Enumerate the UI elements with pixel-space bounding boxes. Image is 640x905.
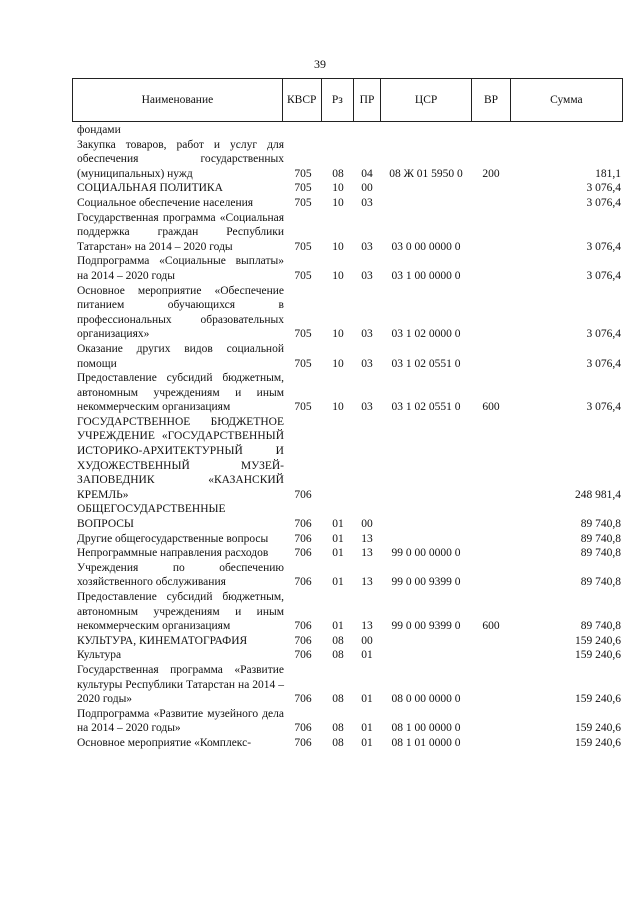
table-header (72, 78, 623, 122)
page-number: 39 (314, 57, 326, 71)
cell-csr: 03 1 02 0551 0 (391, 357, 461, 370)
cell-kvsr: 705 (294, 196, 312, 209)
cell-kvsr: 706 (294, 518, 312, 531)
cell-kvsr: 706 (294, 693, 312, 706)
cell-pr: 13 (361, 576, 373, 589)
cell-kvsr: 705 (294, 401, 312, 414)
cell-sum: 89 740,8 (580, 532, 621, 545)
cell-name: Подпрограмма «Социальные выплаты» на 2014 – 2020 годы (77, 255, 284, 282)
cell-sum: 89 740,8 (580, 518, 621, 531)
cell-pr: 01 (361, 736, 373, 749)
cell-pr: 00 (361, 182, 373, 195)
cell-name: Основное мероприятие «Обеспечение питанием обучающихся в профессиональных образовательных организациях» (77, 284, 284, 341)
cell-pr: 01 (361, 693, 373, 706)
header-rz: Рз (321, 79, 354, 122)
cell-sum: 3 076,4 (586, 357, 621, 370)
cell-kvsr: 706 (294, 488, 312, 501)
cell-kvsr: 706 (294, 634, 312, 647)
table-row (72, 138, 623, 182)
cell-rz: 01 (332, 620, 344, 633)
cell-name: ОБЩЕГОСУДАРСТВЕННЫЕ ВОПРОСЫ (77, 503, 226, 531)
table-row (72, 371, 623, 415)
cell-sum: 3 076,4 (586, 196, 621, 209)
cell-sum: 159 240,6 (575, 634, 621, 647)
table-row (72, 502, 623, 531)
cell-pr: 03 (361, 328, 373, 341)
cell-pr: 03 (361, 196, 373, 209)
cell-name: Социальное обеспечение населения (77, 196, 254, 209)
cell-pr: 01 (361, 649, 373, 662)
cell-rz: 01 (332, 532, 344, 545)
cell-kvsr: 706 (294, 576, 312, 589)
cell-kvsr: 705 (294, 167, 312, 180)
cell-csr: 99 0 00 9399 0 (391, 576, 461, 589)
cell-name: СОЦИАЛЬНАЯ ПОЛИТИКА (77, 182, 223, 195)
table-row (72, 415, 623, 503)
cell-sum: 89 740,8 (580, 576, 621, 589)
cell-rz: 10 (332, 196, 344, 209)
table-row (72, 736, 623, 751)
cell-pr: 03 (361, 357, 373, 370)
cell-pr: 13 (361, 532, 373, 545)
cell-rz: 10 (332, 357, 344, 370)
cell-sum: 89 740,8 (580, 547, 621, 560)
cell-csr: 99 0 00 9399 0 (391, 620, 461, 633)
cell-rz: 01 (332, 576, 344, 589)
table-row (72, 211, 623, 255)
table-row (72, 532, 623, 547)
cell-kvsr: 706 (294, 722, 312, 735)
cell-name: Другие общегосударственные вопросы (77, 532, 269, 545)
cell-rz: 08 (332, 693, 344, 706)
cell-sum: 159 240,6 (575, 722, 621, 735)
cell-pr: 13 (361, 547, 373, 560)
cell-csr: 03 0 00 0000 0 (391, 240, 461, 253)
cell-name: ГОСУДАРСТВЕННОЕ БЮДЖЕТНОЕ УЧРЕЖДЕНИЕ «ГОСУДАРСТВЕННЫЙ ИСТОРИКО-АРХИТЕКТУРНЫЙ И ХУДОЖЕСТВЕННЫЙ МУЗЕЙ-ЗАПОВЕДНИК «КАЗАНСКИЙ КРЕМЛЬ» (77, 415, 284, 501)
table-row (72, 342, 623, 371)
table-row (72, 546, 623, 561)
cell-sum: 181,1 (595, 167, 621, 180)
header-kvsr: КВСР (282, 79, 321, 122)
cell-rz: 10 (332, 182, 344, 195)
cell-pr: 03 (361, 269, 373, 282)
cell-pr: 01 (361, 722, 373, 735)
cell-name: Культура (77, 649, 122, 662)
cell-csr: 08 1 01 0000 0 (391, 736, 461, 749)
header-name: Наименование (73, 79, 283, 122)
cell-sum: 3 076,4 (586, 401, 621, 414)
cell-name: фондами (77, 124, 121, 136)
cell-rz: 10 (332, 401, 344, 414)
cell-sum: 89 740,8 (580, 620, 621, 633)
cell-name: Оказание других видов социальной помощи (77, 342, 284, 370)
cell-name: КУЛЬТУРА, КИНЕМАТОГРАФИЯ (77, 634, 248, 647)
cell-rz: 08 (332, 634, 344, 647)
cell-sum: 3 076,4 (586, 182, 621, 195)
cell-pr: 03 (361, 401, 373, 414)
cell-csr: 03 1 02 0000 0 (391, 328, 461, 341)
cell-vr: 600 (482, 401, 500, 414)
cell-kvsr: 705 (294, 182, 312, 195)
cell-sum: 159 240,6 (575, 736, 621, 749)
cell-vr: 600 (482, 620, 500, 633)
header-vr: ВР (472, 79, 510, 122)
cell-rz: 10 (332, 269, 344, 282)
cell-rz: 01 (332, 518, 344, 531)
table-row (72, 707, 623, 736)
cell-csr: 03 1 02 0551 0 (391, 401, 461, 414)
cell-csr: 08 1 00 0000 0 (391, 722, 461, 735)
cell-csr: 08 0 00 0000 0 (391, 693, 461, 706)
cell-rz: 10 (332, 328, 344, 341)
cell-csr: 03 1 00 0000 0 (391, 269, 461, 282)
table-row (72, 648, 623, 663)
cell-name: Непрограммные направления расходов (77, 547, 269, 560)
cell-csr: 99 0 00 0000 0 (391, 547, 461, 560)
header-csr: ЦСР (380, 79, 471, 122)
cell-name: Учреждения по обеспечению хозяйственного обслуживания (77, 561, 284, 589)
cell-pr: 00 (361, 634, 373, 647)
cell-name: Закупка товаров, работ и услуг для обеспечения государственных (муниципальных) нужд (77, 138, 284, 180)
cell-pr: 00 (361, 518, 373, 531)
cell-rz: 10 (332, 240, 344, 253)
cell-name: Основное мероприятие «Комплекс- (77, 736, 252, 749)
cell-name: Предоставление субсидий бюджетным, автономным учреждениям и иным некоммерческим организациям (77, 372, 284, 414)
cell-rz: 01 (332, 547, 344, 560)
header-pr: ПР (354, 79, 381, 122)
cell-kvsr: 706 (294, 532, 312, 545)
cell-sum: 3 076,4 (586, 269, 621, 282)
cell-kvsr: 706 (294, 736, 312, 749)
cell-rz: 08 (332, 722, 344, 735)
cell-csr: 08 Ж 01 5950 0 (389, 167, 463, 180)
cell-sum: 3 076,4 (586, 328, 621, 341)
cell-sum: 159 240,6 (575, 649, 621, 662)
table-row (72, 561, 623, 590)
cell-rz: 08 (332, 736, 344, 749)
cell-pr: 13 (361, 620, 373, 633)
table-row (72, 254, 623, 283)
cell-kvsr: 705 (294, 328, 312, 341)
cell-kvsr: 705 (294, 357, 312, 370)
cell-pr: 03 (361, 240, 373, 253)
table-row (72, 181, 623, 196)
cell-vr: 200 (482, 167, 500, 180)
header-sum: Сумма (510, 79, 622, 122)
table-row (72, 123, 623, 138)
cell-kvsr: 705 (294, 269, 312, 282)
cell-rz: 08 (332, 649, 344, 662)
cell-kvsr: 706 (294, 547, 312, 560)
cell-kvsr: 705 (294, 240, 312, 253)
cell-name: Подпрограмма «Развитие музейного дела на 2014 – 2020 годы» (77, 707, 284, 735)
cell-sum: 159 240,6 (575, 693, 621, 706)
table-row (72, 590, 623, 634)
cell-name: Предоставление субсидий бюджетным, автономным учреждениям и иным некоммерческим организациям (77, 591, 284, 633)
cell-rz: 08 (332, 167, 344, 180)
table-row (72, 284, 623, 342)
table-row (72, 663, 623, 707)
cell-kvsr: 706 (294, 649, 312, 662)
cell-kvsr: 706 (294, 620, 312, 633)
table-row (72, 634, 623, 649)
cell-sum: 248 981,4 (575, 488, 621, 501)
table-body (72, 123, 623, 751)
cell-name: Государственная программа «Развитие культуры Республики Татарстан на 2014 – 2020 годы» (77, 663, 284, 706)
cell-pr: 04 (361, 167, 373, 180)
table-row (72, 196, 623, 211)
cell-name: Государственная программа «Социальная поддержка граждан Республики Татарстан» на 2014 – 2020 годы (77, 211, 284, 253)
cell-sum: 3 076,4 (586, 240, 621, 253)
